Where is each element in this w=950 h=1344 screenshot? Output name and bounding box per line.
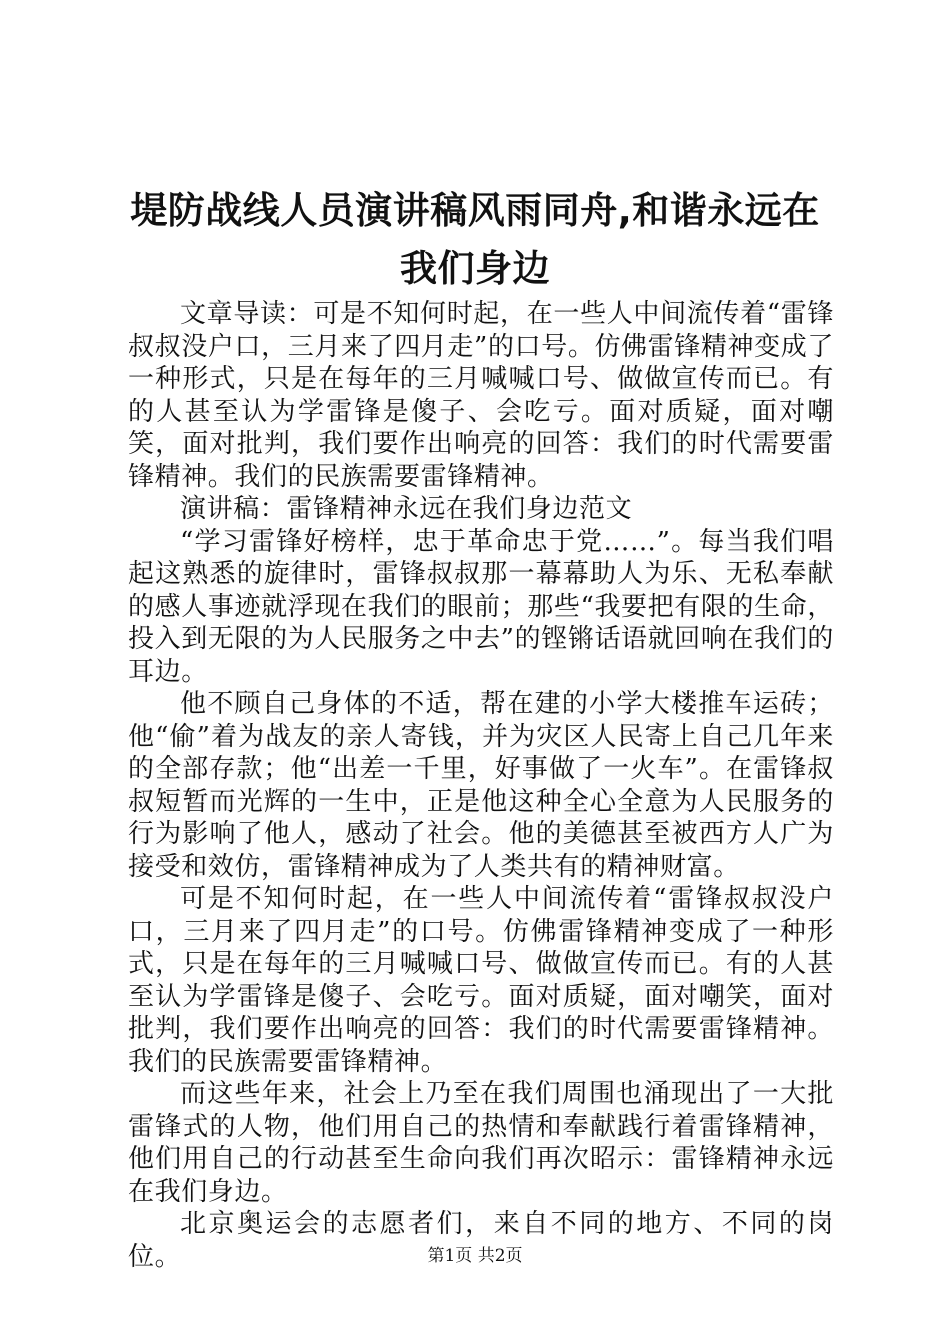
- paragraph: “学习雷锋好榜样，忠于革命忠于党……”。每当我们唱起这熟悉的旋律时，雷锋叔叔那一幕幕助人为乐、无私奉献的感人事迹就浮现在我们的眼前；那些“我要把有限的生命，投入到无限的为人民服务之中去”的铿锵话语就回响在我们的耳边。: [128, 526, 834, 687]
- paragraph-intro: 文章导读：可是不知何时起，在一些人中间流传着“雷锋叔叔没户口，三月来了四月走”的口号。仿佛雷锋精神变成了一种形式，只是在每年的三月喊喊口号、做做宣传而已。有的人甚至认为学雷锋是傻子、会吃亏。面对质疑，面对嘲笑，面对批判，我们要作出响亮的回答：我们的时代需要雷锋精神。我们的民族需要雷锋精神。: [128, 299, 834, 492]
- paragraph: 他不顾自己身体的不适，帮在建的小学大楼推车运砖；他“偷”着为战友的亲人寄钱，并为灾区人民寄上自己几年来的全部存款；他“出差一千里，好事做了一火车”。在雷锋叔叔短暂而光辉的一生中，正是他这种全心全意为人民服务的行为影响了他人，感动了社会。他的美德甚至被西方人广为接受和效仿，雷锋精神成为了人类共有的精神财富。: [128, 689, 834, 882]
- page-footer: 第1页 共2页: [427, 1246, 523, 1266]
- document-body: [128, 298, 834, 1273]
- paragraph: 可是不知何时起，在一些人中间流传着“雷锋叔叔没户口，三月来了四月走”的口号。仿佛雷锋精神变成了一种形式，只是在每年的三月喊喊口号、做做宣传而已。有的人甚至认为学雷锋是傻子、会吃亏。面对质疑，面对嘲笑，面对批判，我们要作出响亮的回答：我们的时代需要雷锋精神。我们的民族需要雷锋精神。: [128, 884, 834, 1077]
- paragraph: 而这些年来，社会上乃至在我们周围也涌现出了一大批雷锋式的人物，他们用自己的热情和奉献践行着雷锋精神，他们用自己的行动甚至生命向我们再次昭示：雷锋精神永远在我们身边。: [128, 1079, 834, 1207]
- document-title: 堤防战线人员演讲稿风雨同舟,和谐永远在我们身边: [130, 189, 820, 290]
- paragraph-subtitle: 演讲稿：雷锋精神永远在我们身边范文: [180, 494, 633, 524]
- paragraph: 北京奥运会的志愿者们，来自不同的地方、不同的岗位。: [128, 1209, 834, 1272]
